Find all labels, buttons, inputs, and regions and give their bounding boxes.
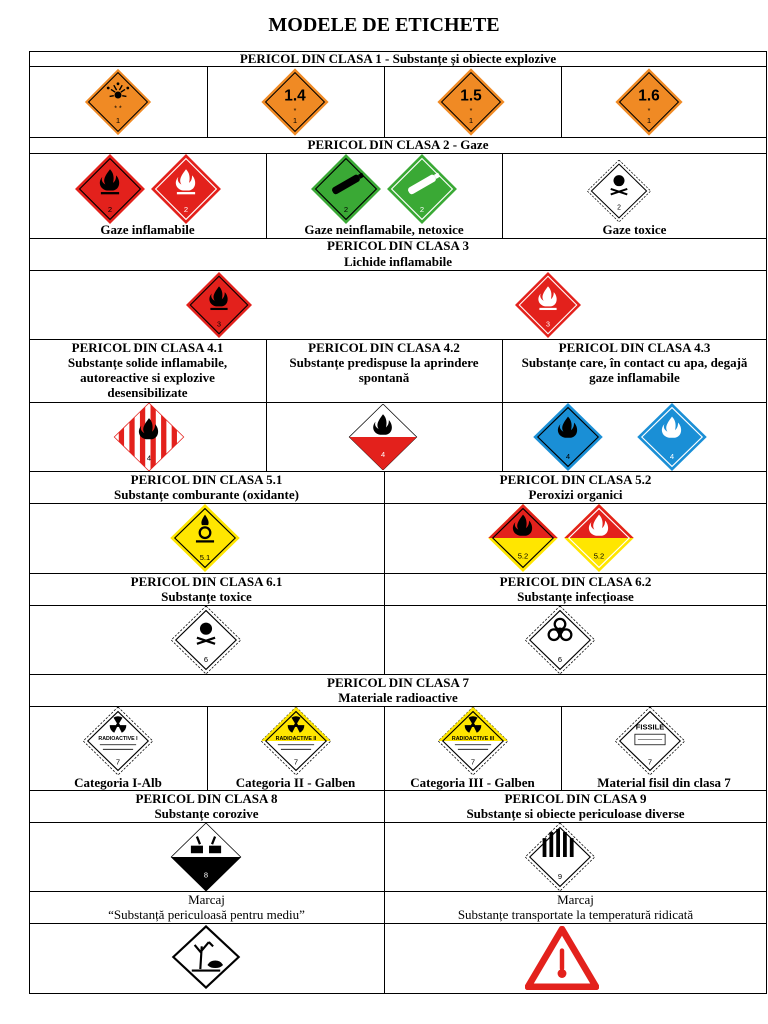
class3-sub: Lichide inflamabile <box>344 254 452 269</box>
svg-text:RADIOACTIVE I: RADIOACTIVE I <box>98 736 138 743</box>
class6-1-header: PERICOL DIN CLASA 6.1 <box>130 574 283 589</box>
svg-text:*: * <box>469 108 473 116</box>
class9-sub: Substanțe si obiecte periculoase diverse <box>466 806 685 821</box>
svg-text:2: 2 <box>107 204 113 214</box>
class2-header: PERICOL DIN CLASA 2 - Gaze <box>307 137 489 152</box>
fissile-sign <box>612 707 688 775</box>
svg-text:* *: * * <box>114 105 122 113</box>
flammable-gas-sign-white <box>148 154 224 224</box>
svg-text:1: 1 <box>468 116 474 125</box>
spontaneous-combustion-sign <box>346 404 420 470</box>
flammable-gas-sign-black <box>72 154 148 224</box>
svg-text:6: 6 <box>203 654 209 664</box>
class9-header: PERICOL DIN CLASA 9 <box>504 791 647 806</box>
class5-1-sub: Substanțe comburante (oxidante) <box>114 487 299 502</box>
class5-2-header: PERICOL DIN CLASA 5.2 <box>499 472 652 487</box>
flammable-liquid-sign-black <box>183 272 255 338</box>
rule <box>384 66 385 137</box>
environment-hazard-mark <box>170 925 242 989</box>
svg-text:7: 7 <box>647 757 653 767</box>
rule <box>29 605 767 606</box>
svg-text:2: 2 <box>617 204 621 212</box>
svg-text:4: 4 <box>565 451 571 461</box>
class4-1-sub: Substanțe solide inflamabile, autoreactive si explozive desensibilizate <box>67 355 228 400</box>
rule <box>561 66 562 137</box>
dangerous-when-wet-sign-white <box>634 403 710 471</box>
class2-label-toxic: Gaze toxice <box>602 222 667 237</box>
svg-text:4: 4 <box>146 453 152 463</box>
toxic-gas-sign <box>584 160 654 222</box>
nonflammable-gas-sign-white <box>384 154 460 224</box>
svg-text:6: 6 <box>557 654 563 664</box>
class7-label-cat1: Categoria I-Alb <box>74 775 162 790</box>
class4-3-header: PERICOL DIN CLASA 4.3 <box>558 340 711 355</box>
mark-hot-header: Marcaj <box>557 892 594 907</box>
organic-peroxide-sign-black <box>485 504 561 572</box>
class2-label-nonflammable: Gaze neinflamabile, netoxice <box>304 222 464 237</box>
svg-text:1.5: 1.5 <box>460 87 482 105</box>
rule <box>29 923 767 924</box>
mark-env-sub: “Substanță periculoasă pentru mediu” <box>108 907 305 922</box>
class4-2-sub: Substanțe predispuse la aprindere spontană <box>289 355 479 385</box>
radioactive-III-sign <box>435 707 511 775</box>
class8-sub: Substanțe corozive <box>154 806 259 821</box>
class1-4-sign <box>260 67 330 137</box>
class6-2-sub: Substanțe infecțioase <box>517 589 634 604</box>
class1-explosive-sign <box>83 67 153 137</box>
svg-text:7: 7 <box>115 757 121 767</box>
class4-3-sub: Substanțe care, în contact cu apa, degajă gaze inflamabile <box>521 355 748 385</box>
rule <box>29 822 767 823</box>
svg-text:1: 1 <box>292 116 298 125</box>
rule <box>266 339 267 471</box>
corrosive-sign <box>168 823 244 891</box>
svg-text:3: 3 <box>546 320 550 329</box>
mark-env-header: Marcaj <box>188 892 225 907</box>
class2-label-flammable: Gaze inflamabile <box>100 222 195 237</box>
infectious-substance-sign <box>522 606 598 674</box>
svg-text:*: * <box>293 108 297 116</box>
rule <box>29 270 767 271</box>
toxic-substance-sign <box>168 606 244 674</box>
elevated-temperature-mark <box>525 926 599 990</box>
svg-text:7: 7 <box>293 757 299 767</box>
class6-2-header: PERICOL DIN CLASA 6.2 <box>499 574 652 589</box>
svg-text:2: 2 <box>183 204 189 214</box>
svg-text:1.4: 1.4 <box>284 87 306 105</box>
mark-hot-sub: Substanțe transportate la temperatură ridicată <box>457 907 694 922</box>
class1-5-sign <box>436 67 506 137</box>
class7-header: PERICOL DIN CLASA 7 <box>327 675 469 690</box>
rule <box>207 66 208 137</box>
svg-text:RADIOACTIVE III: RADIOACTIVE III <box>451 736 495 743</box>
rule <box>29 503 767 504</box>
class7-label-cat2: Categoria II - Galben <box>235 775 356 790</box>
svg-text:5.1: 5.1 <box>199 552 211 562</box>
class3-header: PERICOL DIN CLASA 3 <box>327 238 469 253</box>
organic-peroxide-sign-white <box>561 504 637 572</box>
page-title: MODELE DE ETICHETE <box>268 14 500 36</box>
class7-label-cat3: Categoria III - Galben <box>410 775 535 790</box>
class1-6-sign <box>614 67 684 137</box>
svg-text:4: 4 <box>380 449 386 459</box>
class1-header: PERICOL DIN CLASA 1 - Substanțe și obiecte explozive <box>239 51 557 66</box>
class6-1-sub: Substanțe toxice <box>161 589 252 604</box>
class5-1-header: PERICOL DIN CLASA 5.1 <box>130 472 283 487</box>
svg-text:2: 2 <box>419 204 425 214</box>
rule <box>502 339 503 471</box>
radioactive-II-sign <box>258 707 334 775</box>
svg-text:7: 7 <box>470 757 476 767</box>
oxidizer-sign <box>167 504 243 572</box>
flammable-solid-sign <box>111 403 187 471</box>
svg-text:8: 8 <box>203 870 209 880</box>
miscellaneous-sign <box>522 823 598 891</box>
svg-text:RADIOACTIVE II: RADIOACTIVE II <box>275 736 317 743</box>
svg-text:*: * <box>647 108 651 116</box>
svg-text:1: 1 <box>646 116 652 125</box>
svg-text:FISSILE: FISSILE <box>635 722 665 732</box>
dangerous-when-wet-sign-black <box>530 403 606 471</box>
nonflammable-gas-sign-black <box>308 154 384 224</box>
svg-text:3: 3 <box>217 320 221 329</box>
svg-text:9: 9 <box>557 871 563 881</box>
svg-text:1.6: 1.6 <box>638 87 660 105</box>
class4-2-header: PERICOL DIN CLASA 4.2 <box>308 340 460 355</box>
svg-text:5.2: 5.2 <box>517 551 529 561</box>
class7-label-fissile: Material fisil din clasa 7 <box>597 775 731 790</box>
class8-header: PERICOL DIN CLASA 8 <box>135 791 278 806</box>
flammable-liquid-sign-white <box>512 272 584 338</box>
svg-text:2: 2 <box>343 204 349 214</box>
radioactive-I-sign <box>80 707 156 775</box>
sign-number: 1 <box>115 116 121 125</box>
svg-text:5.2: 5.2 <box>593 551 605 561</box>
class4-1-header: PERICOL DIN CLASA 4.1 <box>71 340 224 355</box>
class7-sub: Materiale radioactive <box>338 690 458 705</box>
class5-2-sub: Peroxizi organici <box>528 487 623 502</box>
svg-text:4: 4 <box>669 451 675 461</box>
